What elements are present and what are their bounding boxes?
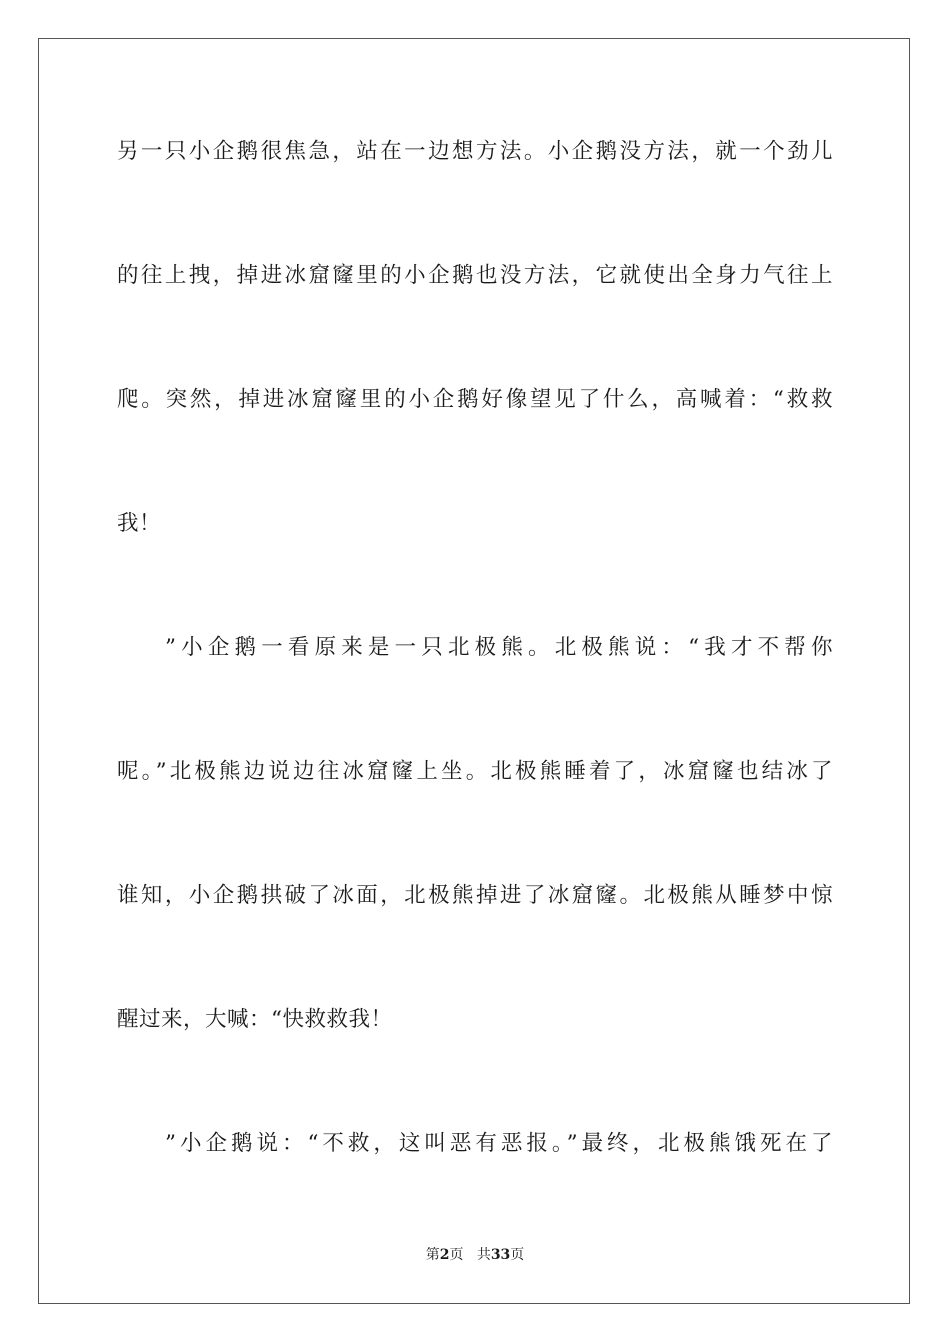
page-border [38,38,910,1304]
page-suffix: 页 [449,1247,464,1263]
paragraph-line-3: 爬。突然，掉进冰窟窿里的小企鹅好像望见了什么，高喊着：“救救 [117,387,833,412]
paragraph-line-8: 醒过来，大喊：“快救救我！ [117,1007,393,1032]
paragraph-line-4: 我！ [117,511,162,536]
total-suffix: 页 [510,1247,525,1263]
page-footer [0,1245,950,1265]
total-prefix: 共 [476,1247,491,1263]
paragraph-line-2: 的往上拽，掉进冰窟窿里的小企鹅也没方法，它就使出全身力气往上 [117,263,833,288]
page-prefix: 第 [425,1247,440,1263]
paragraph-line-9: ”小企鹅说：“不救，这叫恶有恶报。”最终，北极熊饿死在了 [165,1131,833,1156]
paragraph-line-7: 谁知，小企鹅拱破了冰面，北极熊掉进了冰窟窿。北极熊从睡梦中惊 [117,883,833,908]
total-pages: 33 [490,1247,511,1263]
page-number: 2 [439,1247,450,1263]
paragraph-line-5: ”小企鹅一看原来是一只北极熊。北极熊说：“我才不帮你 [165,635,833,660]
paragraph-line-6: 呢。”北极熊边说边往冰窟窿上坐。北极熊睡着了，冰窟窿也结冰了 [117,759,833,784]
paragraph-line-1: 另一只小企鹅很焦急，站在一边想方法。小企鹅没方法，就一个劲儿 [117,139,833,164]
